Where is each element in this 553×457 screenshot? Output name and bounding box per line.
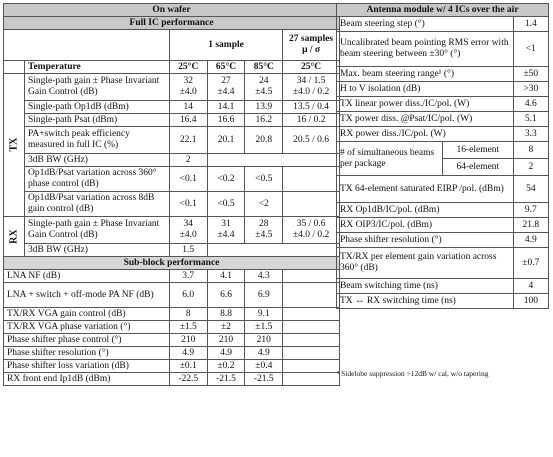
table-row bbox=[4, 61, 340, 74]
value: 8 bbox=[169, 308, 207, 321]
table-row bbox=[4, 127, 340, 154]
value: >30 bbox=[513, 82, 548, 97]
value: 54 bbox=[513, 176, 548, 203]
param-label: Phase shifter phase control (°) bbox=[4, 334, 170, 347]
table-row bbox=[4, 308, 340, 321]
table-title: Antenna module w/ 4 ICs over the air bbox=[337, 4, 549, 17]
value: 9.1 bbox=[245, 308, 283, 321]
table-row bbox=[337, 32, 549, 67]
param-label: # of simultaneous beams per package bbox=[337, 142, 443, 176]
param-label: TX 64-element saturated EIRP /pol. (dBm) bbox=[337, 176, 514, 203]
param-label: Single-path gain ± Phase Invariant Gain Control (dB) bbox=[24, 217, 169, 244]
value: ±0.1 bbox=[169, 360, 207, 373]
value: 3.7 bbox=[169, 270, 207, 283]
table-row bbox=[337, 233, 549, 248]
on-wafer-table bbox=[3, 3, 340, 386]
table-row bbox=[4, 17, 340, 30]
table-row bbox=[337, 203, 549, 218]
value: 34 / 1.5 ±4.0 / 0.2 bbox=[283, 74, 340, 101]
table-cell bbox=[283, 321, 340, 334]
value: 20.8 bbox=[245, 127, 283, 154]
value: 35 / 0.6 ±4.0 / 0.2 bbox=[283, 217, 340, 244]
value: -22.5 bbox=[169, 373, 207, 386]
param-label: H to V isolation (dB) bbox=[337, 82, 514, 97]
param-label: Phase shifter resolution (°) bbox=[337, 233, 514, 248]
table-cell bbox=[4, 30, 170, 61]
table-row bbox=[4, 217, 340, 244]
value: <0.5 bbox=[245, 167, 283, 192]
param-label: TX/RX VGA phase variation (°) bbox=[4, 321, 170, 334]
table-cell bbox=[283, 167, 340, 192]
tx-label: TX bbox=[8, 138, 20, 152]
value: 4 bbox=[513, 279, 548, 294]
value: 1.5 bbox=[169, 244, 207, 257]
value: 3.3 bbox=[513, 127, 548, 142]
value: 1.4 bbox=[513, 17, 548, 32]
value: 27 ±4.4 bbox=[207, 74, 245, 101]
table-cell bbox=[283, 308, 340, 321]
value: 20.5 / 0.6 bbox=[283, 127, 340, 154]
value: 6.6 bbox=[207, 283, 245, 308]
value: <0.1 bbox=[169, 167, 207, 192]
footnote: ¹ Sidelobe suppression >12dB w/ cal, w/o tapering bbox=[337, 369, 489, 378]
table-row bbox=[337, 279, 549, 294]
value: 4.9 bbox=[513, 233, 548, 248]
value: 14 bbox=[169, 101, 207, 114]
table-row bbox=[4, 283, 340, 308]
value: 210 bbox=[169, 334, 207, 347]
section-title: Full IC performance bbox=[4, 17, 340, 30]
param-label: TX linear power diss./IC/pol. (W) bbox=[337, 97, 514, 112]
value: 6.0 bbox=[169, 283, 207, 308]
value: ±50 bbox=[513, 67, 548, 82]
param-label: Single-path gain ± Phase Invariant Gain Control (dB) bbox=[24, 74, 169, 101]
value: 14.1 bbox=[207, 101, 245, 114]
param-label: RX front end Ip1dB (dBm) bbox=[4, 373, 170, 386]
table-row bbox=[4, 321, 340, 334]
table-row bbox=[337, 176, 549, 203]
table-row bbox=[4, 244, 340, 257]
value: 2 bbox=[513, 159, 548, 176]
temperature-header: 25°C bbox=[283, 61, 340, 74]
value: 4.9 bbox=[207, 347, 245, 360]
value: -21.5 bbox=[207, 373, 245, 386]
rx-label: RX bbox=[8, 229, 20, 244]
table-cell bbox=[283, 360, 340, 373]
table-row bbox=[4, 334, 340, 347]
param-label: TX power diss. @Psat/IC/pol. (W) bbox=[337, 112, 514, 127]
table-cell bbox=[283, 283, 340, 308]
table-cell bbox=[207, 244, 339, 257]
table-row bbox=[4, 360, 340, 373]
value: ±0.4 bbox=[245, 360, 283, 373]
value: <0.2 bbox=[207, 167, 245, 192]
temperature-header: 25°C bbox=[169, 61, 207, 74]
value: 13.9 bbox=[245, 101, 283, 114]
table-row bbox=[337, 294, 549, 309]
section-title: Sub-block performance bbox=[4, 257, 340, 270]
param-label: 3dB BW (GHz) bbox=[24, 154, 169, 167]
table-row bbox=[4, 154, 340, 167]
value: 31 ±4.4 bbox=[207, 217, 245, 244]
param-label: Single-path Op1dB (dBm) bbox=[24, 101, 169, 114]
value: 16.4 bbox=[169, 114, 207, 127]
table-cell bbox=[283, 270, 340, 283]
value: ±1.5 bbox=[245, 321, 283, 334]
value: 2 bbox=[169, 154, 207, 167]
table-row bbox=[4, 167, 340, 192]
param-label: Uncalibrated beam pointing RMS error with beam steering between ±30° (°) bbox=[337, 32, 514, 67]
table-cell bbox=[283, 192, 340, 217]
value: 5.1 bbox=[513, 112, 548, 127]
sample-header: 1 sample bbox=[169, 30, 282, 61]
table-row bbox=[337, 97, 549, 112]
value: ±2 bbox=[207, 321, 245, 334]
value: 21.8 bbox=[513, 218, 548, 233]
value: 210 bbox=[207, 334, 245, 347]
param-label: PA+switch peak efficiency measured in full IC (%) bbox=[24, 127, 169, 154]
param-label: Beam steering step (°) bbox=[337, 17, 514, 32]
samples-header: 27 samples μ / σ bbox=[283, 30, 340, 61]
table-row bbox=[337, 4, 549, 17]
param-label: Phase shifter loss variation (dB) bbox=[4, 360, 170, 373]
temperature-header: 85°C bbox=[245, 61, 283, 74]
table-cell bbox=[4, 61, 25, 74]
table-cell bbox=[283, 347, 340, 360]
table-row bbox=[4, 257, 340, 270]
param-label: RX OIP3/IC/pol. (dBm) bbox=[337, 218, 514, 233]
table-row bbox=[4, 101, 340, 114]
table-row bbox=[337, 82, 549, 97]
param-label: LNA NF (dB) bbox=[4, 270, 170, 283]
table-row bbox=[337, 67, 549, 82]
table-row bbox=[337, 248, 549, 279]
value: ±0.7 bbox=[513, 248, 548, 279]
table-row bbox=[4, 30, 340, 61]
value: 24 ±4.5 bbox=[245, 74, 283, 101]
value: 4.9 bbox=[169, 347, 207, 360]
value: 34 ±4.0 bbox=[169, 217, 207, 244]
param-label: Beam switching time (ns) bbox=[337, 279, 514, 294]
table-row bbox=[4, 373, 340, 386]
value: 8 bbox=[513, 142, 548, 159]
table-row bbox=[4, 192, 340, 217]
param-label: RX power diss./IC/pol. (W) bbox=[337, 127, 514, 142]
table-cell bbox=[283, 334, 340, 347]
sub-label: 16-element bbox=[443, 142, 514, 159]
param-label: 3dB BW (GHz) bbox=[24, 244, 169, 257]
table-title: On wafer bbox=[4, 4, 340, 17]
table-row bbox=[337, 142, 549, 159]
value: 32 ±4.0 bbox=[169, 74, 207, 101]
table-cell bbox=[207, 154, 339, 167]
table-row bbox=[4, 270, 340, 283]
value: 4.9 bbox=[245, 347, 283, 360]
value: 100 bbox=[513, 294, 548, 309]
table-row bbox=[4, 4, 340, 17]
value: 16.6 bbox=[207, 114, 245, 127]
value: 4.3 bbox=[245, 270, 283, 283]
tx-side-label bbox=[4, 74, 25, 217]
value: 22.1 bbox=[169, 127, 207, 154]
value: ±0.2 bbox=[207, 360, 245, 373]
table-row bbox=[337, 218, 549, 233]
antenna-module-table bbox=[336, 3, 549, 309]
param-label: Max. beam steering range¹ (°) bbox=[337, 67, 514, 82]
value: 16.2 bbox=[245, 114, 283, 127]
table-row bbox=[337, 112, 549, 127]
value: <2 bbox=[245, 192, 283, 217]
value: <0.1 bbox=[169, 192, 207, 217]
value: 210 bbox=[245, 334, 283, 347]
value: 4.1 bbox=[207, 270, 245, 283]
param-label: RX Op1dB/IC/pol. (dBm) bbox=[337, 203, 514, 218]
param-label: TX/RX per element gain variation across 360° (dB) bbox=[337, 248, 514, 279]
temperature-header: 65°C bbox=[207, 61, 245, 74]
table-cell bbox=[283, 373, 340, 386]
value: 28 ±4.5 bbox=[245, 217, 283, 244]
value: 6.9 bbox=[245, 283, 283, 308]
param-label: Op1dB/Psat variation across 360° phase control (dB) bbox=[24, 167, 169, 192]
value: 9.7 bbox=[513, 203, 548, 218]
temperature-label: Temperature bbox=[24, 61, 169, 74]
value: 4.6 bbox=[513, 97, 548, 112]
table-row bbox=[4, 114, 340, 127]
param-label: Op1dB/Psat variation across 8dB gain control (dB) bbox=[24, 192, 169, 217]
value: <0.5 bbox=[207, 192, 245, 217]
param-label: Phase shifter resolution (°) bbox=[4, 347, 170, 360]
param-label: LNA + switch + off-mode PA NF (dB) bbox=[4, 283, 170, 308]
table-row bbox=[337, 127, 549, 142]
value: 16 / 0.2 bbox=[283, 114, 340, 127]
rx-side-label bbox=[4, 217, 25, 257]
value: -21.5 bbox=[245, 373, 283, 386]
param-label: TX ↔ RX switching time (ns) bbox=[337, 294, 514, 309]
param-label: Single-path Psat (dBm) bbox=[24, 114, 169, 127]
value: <1 bbox=[513, 32, 548, 67]
value: 8.8 bbox=[207, 308, 245, 321]
value: 20.1 bbox=[207, 127, 245, 154]
table-row bbox=[4, 347, 340, 360]
table-row bbox=[4, 74, 340, 101]
sub-label: 64-element bbox=[443, 159, 514, 176]
value: 13.5 / 0.4 bbox=[283, 101, 340, 114]
value: ±1.5 bbox=[169, 321, 207, 334]
param-label: TX/RX VGA gain control (dB) bbox=[4, 308, 170, 321]
table-row bbox=[337, 17, 549, 32]
